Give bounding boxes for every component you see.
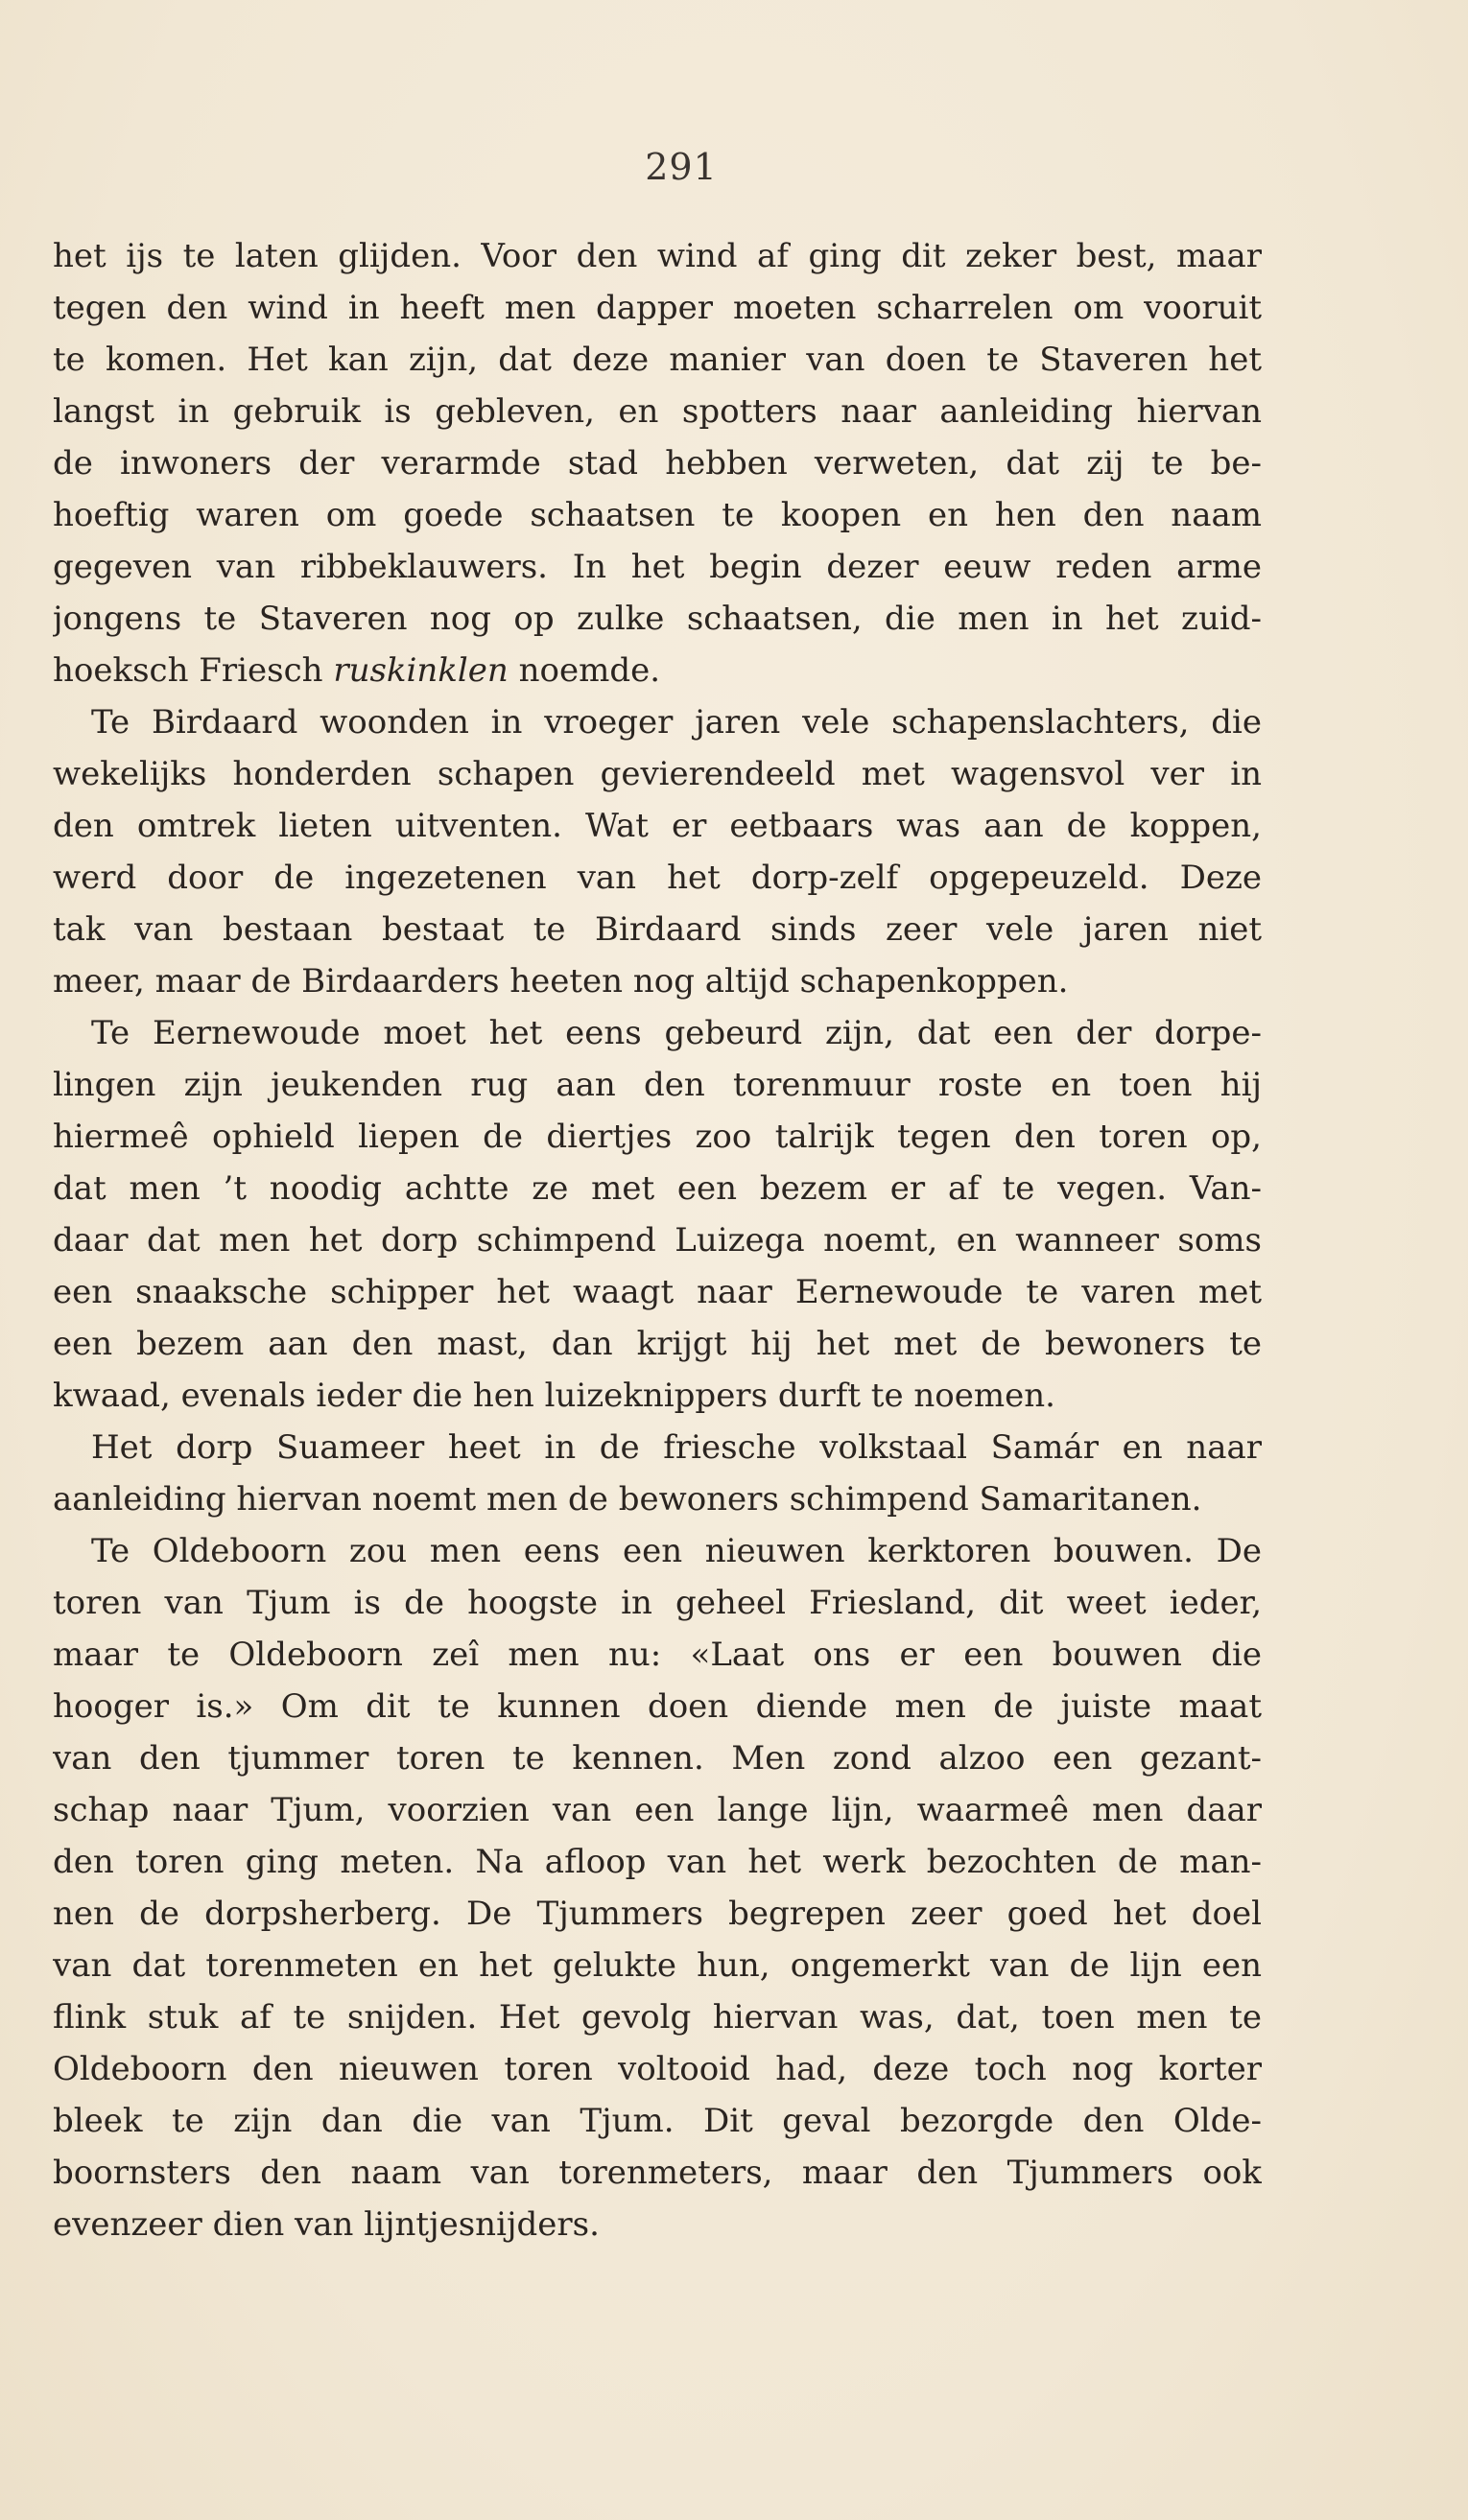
text-line: lingen zijn jeukenden rug aan den torenmuur roste en toen hij	[53, 1066, 1262, 1104]
text-line: Te Eernewoude moet het eens gebeurd zijn, dat een der dorpe-	[91, 1014, 1262, 1052]
text-line: werd door de ingezetenen van het dorp-zelf opgepeuzeld. Deze	[53, 859, 1262, 897]
italic-term: ruskinklen	[333, 651, 509, 690]
text-line: schap naar Tjum, voorzien van een lange lijn, waarmeê men daar	[53, 1791, 1262, 1829]
text-line: het ijs te laten glijden. Voor den wind af ging dit zeker best, maar	[53, 237, 1262, 275]
text-line: tegen den wind in heeft men dapper moeten scharrelen om vooruit	[53, 289, 1262, 327]
text-line: een bezem aan den mast, dan krijgt hij het met de bewoners te	[53, 1325, 1262, 1363]
text-line: hiermeê ophield liepen de diertjes zoo talrijk tegen den toren op,	[53, 1118, 1262, 1156]
text-line: een snaaksche schipper het waagt naar Eernewoude te varen met	[53, 1273, 1262, 1311]
text-line: flink stuk af te snijden. Het gevolg hiervan was, dat, toen men te	[53, 1998, 1262, 2037]
text-line: maar te Oldeboorn zeî men nu: «Laat ons er een bouwen die	[53, 1636, 1262, 1674]
text-line	[53, 645, 1262, 696]
text-line: dat men ’t noodig achtte ze met een bezem er af te vegen. Van-	[53, 1169, 1262, 1208]
text-line: Te Birdaard woonden in vroeger jaren vele schapenslachters, die	[91, 703, 1262, 742]
text-line: wekelijks honderden schapen gevierendeeld met wagensvol ver in	[53, 755, 1262, 793]
text-line: kwaad, evenals ieder die hen luizeknippers durft te noemen.	[53, 1377, 1055, 1415]
text-line: den omtrek lieten uitventen. Wat er eetbaars was aan de koppen,	[53, 807, 1262, 845]
text-line: jongens te Staveren nog op zulke schaatsen, die men in het zuid-	[53, 600, 1262, 638]
text-line: te komen. Het kan zijn, dat deze manier van doen te Staveren het	[53, 341, 1262, 379]
text-line: van dat torenmeten en het gelukte hun, ongemerkt van de lijn een	[53, 1946, 1262, 1985]
body-text	[53, 230, 1262, 2250]
text-line: de inwoners der verarmde stad hebben verweten, dat zij te be-	[53, 444, 1262, 483]
text-line: hoeftig waren om goede schaatsen te koopen en hen den naam	[53, 496, 1262, 534]
text-line: langst in gebruik is gebleven, en spotters naar aanleiding hiervan	[53, 392, 1262, 431]
text-line: bleek te zijn dan die van Tjum. Dit geval bezorgde den Olde-	[53, 2102, 1262, 2140]
text-line: den toren ging meten. Na afloop van het werk bezochten de man-	[53, 1843, 1262, 1881]
text-line: Oldeboorn den nieuwen toren voltooid had, deze toch nog korter	[53, 2050, 1262, 2088]
page-number: 291	[645, 146, 718, 188]
text-segment: hoeksch Friesch	[53, 651, 334, 690]
text-line: boornsters den naam van torenmeters, maar den Tjummers ook	[53, 2154, 1262, 2192]
text-line: toren van Tjum is de hoogste in geheel Friesland, dit weet ieder,	[53, 1584, 1262, 1622]
text-line: tak van bestaan bestaat te Birdaard sinds zeer vele jaren niet	[53, 910, 1262, 949]
text-line: meer, maar de Birdaarders heeten nog altijd schapenkoppen.	[53, 962, 1069, 1001]
text-line: Het dorp Suameer heet in de friesche volkstaal Samár en naar	[91, 1428, 1262, 1467]
text-line: aanleiding hiervan noemt men de bewoners schimpend Samaritanen.	[53, 1480, 1202, 1519]
text-line: hooger is.» Om dit te kunnen doen diende men de juiste maat	[53, 1687, 1262, 1726]
text-line: daar dat men het dorp schimpend Luizega noemt, en wanneer soms	[53, 1221, 1262, 1260]
text-line: evenzeer dien van lijntjesnijders.	[53, 2205, 600, 2244]
text-line: van den tjummer toren te kennen. Men zond alzoo een gezant-	[53, 1739, 1262, 1778]
text-line: nen de dorpsherberg. De Tjummers begrepen zeer goed het doel	[53, 1895, 1262, 1933]
text-segment: noemde.	[508, 651, 661, 690]
text-line: gegeven van ribbeklauwers. In het begin dezer eeuw reden arme	[53, 548, 1262, 586]
text-line: Te Oldeboorn zou men eens een nieuwen kerktoren bouwen. De	[91, 1532, 1262, 1570]
